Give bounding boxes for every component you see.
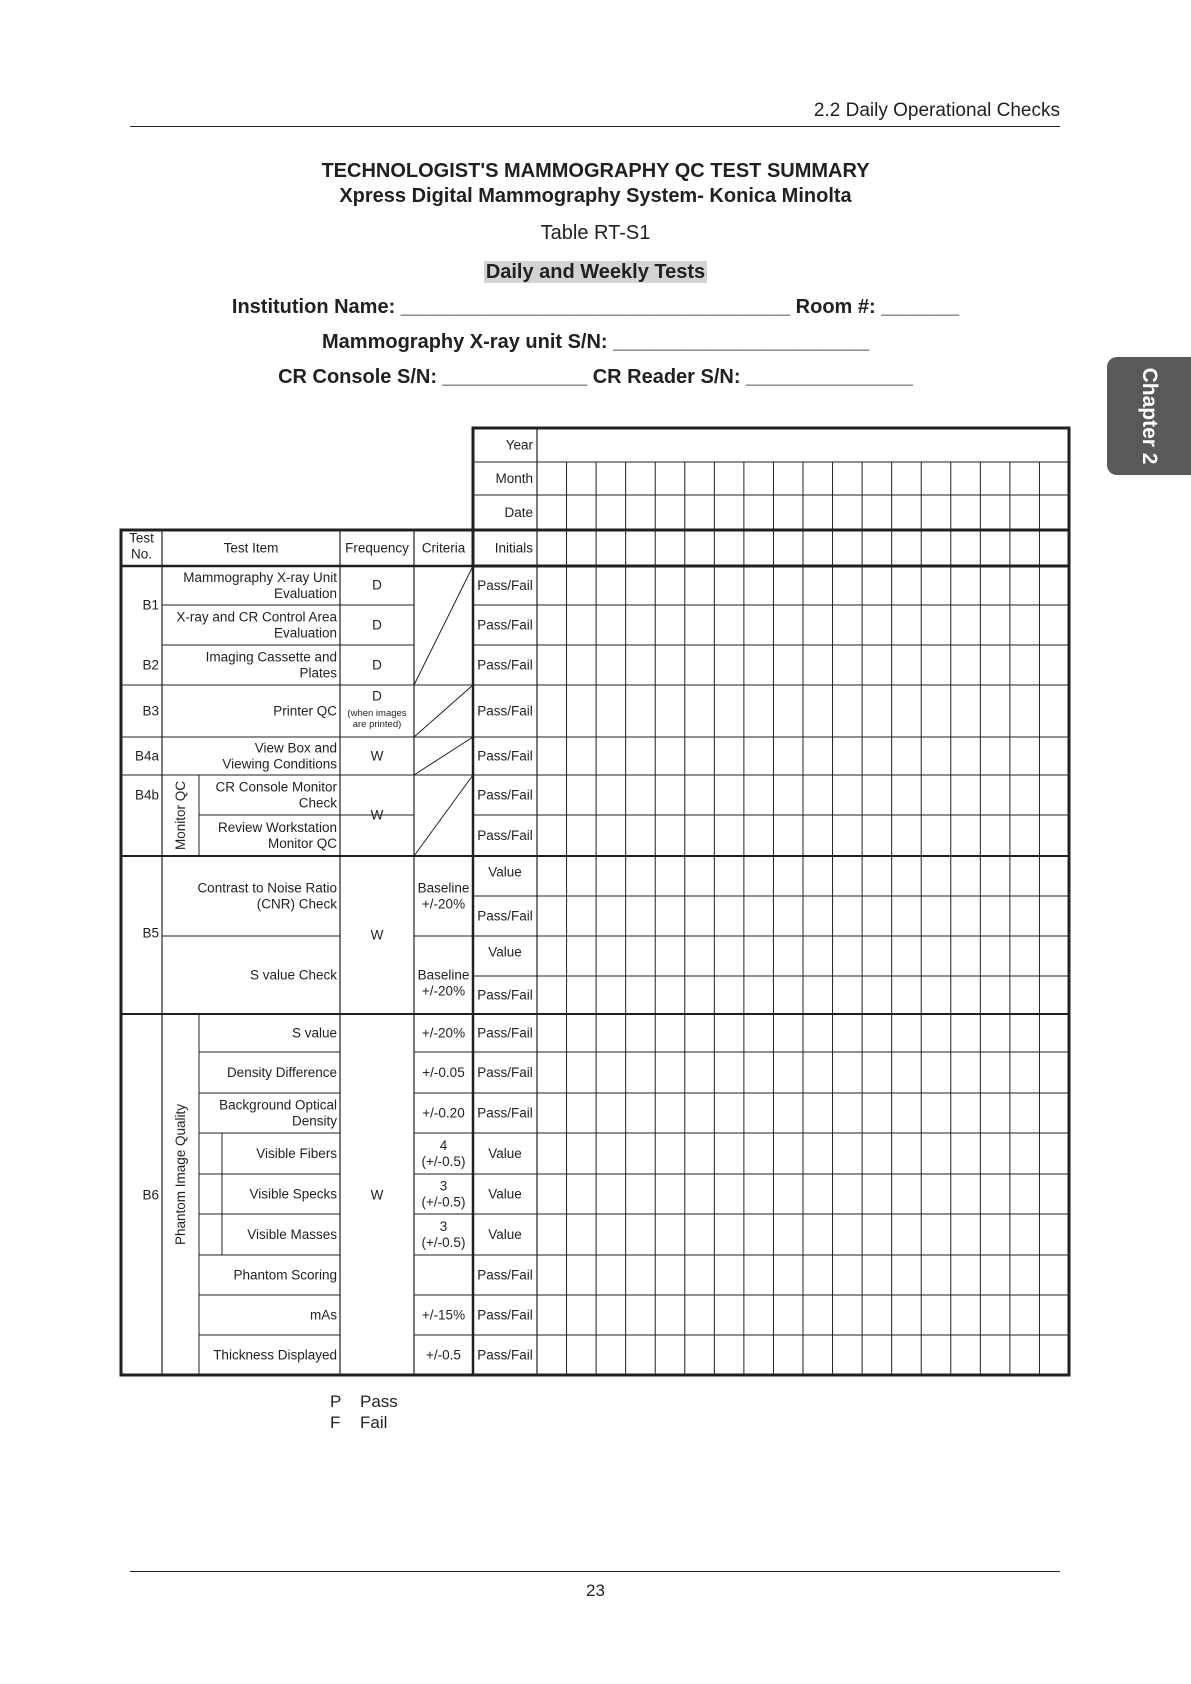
table-id: Table RT-S1 [540,222,651,244]
test-item-13: Density [291,1113,337,1129]
date-header-label-month: Month [495,471,533,486]
legend-fail-code: F [330,1413,341,1432]
result-label-10: Pass/Fail [477,987,533,1003]
test-item-0: Evaluation [273,586,337,601]
criteria-na-diagonal [414,737,473,775]
result-label-14: Value [488,1146,522,1161]
result-label-1: Pass/Fail [477,617,533,633]
criteria-b5-cnr: Baseline [417,880,470,896]
criteria-na-diagonal [414,775,473,856]
frequency-b1-3: D [372,657,382,673]
result-label-9: Value [488,944,522,960]
legend-pass-code: P [330,1392,342,1411]
page-number: 23 [586,1581,605,1600]
group-label-phantom-image-quality: Phantom Image Quality [173,1103,188,1246]
test-number-b1: B1 [142,597,159,613]
criteria-na-diagonal [414,685,473,737]
col-header-test-no-2: No. [130,546,153,562]
frequency-b1-2: D [372,617,382,633]
test-number-b2: B2 [142,657,159,673]
legend-pass-label: Pass [360,1392,398,1411]
result-label-15: Value [488,1186,522,1202]
institution-room-line: Institution Name: ___________________________________ Room #: _______ [231,296,960,318]
legend-fail-label: Fail [360,1413,388,1432]
date-header-border [473,428,1069,566]
result-label-0: Pass/Fail [477,578,533,593]
result-label-2: Pass/Fail [477,657,533,673]
criteria-b5-s-value: Baseline [417,967,470,983]
col-header-initials: Initials [494,540,533,556]
test-item-6: Review Workstation [217,820,337,835]
test-number-b6: B6 [142,1187,159,1203]
legend-fail [330,1413,387,1433]
test-number-b4a: B4a [134,748,159,764]
result-label-8: Pass/Fail [477,908,533,924]
criteria-16: 3 [439,1219,448,1234]
frequency-b2-note: (when images [347,708,407,719]
test-number-b5: B5 [142,925,159,941]
test-item-1: Evaluation [273,625,337,641]
test-item-6: Monitor QC [267,836,337,851]
test-item-5: Check [298,795,337,811]
frequency-b4: W [370,807,384,823]
title-line-2: Xpress Digital Mammography System- Konica Minolta [339,185,852,207]
test-number-b3: B3 [142,703,159,719]
criteria-19: +/-0.5 [426,1347,461,1363]
test-item-12: Density Difference [226,1065,337,1080]
frequency-b2: D [372,688,382,704]
test-item-13: Background Optical [219,1097,337,1113]
criteria-15: 3 [439,1178,448,1194]
criteria-12: +/-0.05 [422,1065,465,1080]
section-header: 2.2 Daily Operational Checks [813,100,1060,121]
footer-rule [130,1571,1060,1572]
result-label-5: Pass/Fail [477,787,533,803]
test-item-4: Viewing Conditions [222,756,337,772]
test-number-b4b: B4b [134,787,159,803]
xray-unit-line: Mammography X-ray unit S/N: _______________________ [322,331,869,353]
result-label-19: Pass/Fail [477,1347,533,1363]
group-label-monitor-qc: Monitor QC [173,780,188,851]
col-header-criteria: Criteria [421,540,466,556]
col-header-test-no-1: Test [129,530,154,546]
col-header-frequency: Frequency [345,540,409,556]
criteria-18: +/-15% [421,1307,466,1323]
frequency-b5: W [370,927,384,943]
test-item-0: Mammography X-ray Unit [183,570,337,585]
criteria-15: (+/-0.5) [421,1194,466,1210]
date-header-label-year: Year [505,437,533,453]
criteria-b5-cnr: +/-20% [421,896,466,912]
criteria-11: +/-20% [421,1025,466,1041]
date-header-label-date: Date [504,505,533,520]
test-item-17: Phantom Scoring [233,1267,337,1283]
console-reader-line: CR Console S/N: _____________ CR Reader S/N: _______________ [278,366,913,388]
test-item-15: Visible Specks [249,1186,337,1202]
table-subtitle: Daily and Weekly Tests [485,261,706,283]
result-label-18: Pass/Fail [477,1307,533,1323]
test-item-14: Visible Fibers [256,1146,337,1161]
criteria-na-diagonal [414,566,473,685]
test-item-7: (CNR) Check [256,896,337,912]
col-header-test-item: Test Item [223,540,279,556]
result-label-7: Value [488,864,522,880]
test-item-11: S value [291,1025,337,1041]
test-item-2: Plates [299,665,337,681]
result-label-3: Pass/Fail [477,703,533,719]
frequency-b6: W [370,1187,384,1203]
test-item-5: CR Console Monitor [215,779,337,795]
test-item-7: Contrast to Noise Ratio [197,880,337,896]
frequency-b2-note: are printed) [352,719,402,730]
test-item-2: Imaging Cassette and [205,649,337,665]
result-label-13: Pass/Fail [477,1105,533,1121]
criteria-14: (+/-0.5) [421,1154,466,1169]
chapter-tab-label: Chapter 2 [1138,367,1161,465]
test-item-3: Printer QC [273,703,337,719]
frequency-b3: W [370,748,384,764]
title-line-1: TECHNOLOGIST'S MAMMOGRAPHY QC TEST SUMMARY [321,160,870,182]
result-label-4: Pass/Fail [477,748,533,764]
test-item-18: mAs [310,1307,337,1323]
legend-pass [330,1392,398,1412]
criteria-b5-s-value: +/-20% [421,983,466,999]
test-item-16: Visible Masses [247,1227,337,1242]
test-item-9: S value Check [249,967,337,983]
result-label-6: Pass/Fail [477,828,533,843]
test-item-4: View Box and [254,740,337,756]
criteria-13: +/-0.20 [422,1105,465,1121]
criteria-14: 4 [439,1138,448,1153]
frequency-b1-1: D [372,577,382,593]
criteria-16: (+/-0.5) [421,1235,466,1250]
result-label-11: Pass/Fail [477,1025,533,1041]
result-label-12: Pass/Fail [477,1065,533,1080]
result-label-16: Value [488,1227,522,1242]
test-item-19: Thickness Displayed [213,1347,337,1363]
result-label-17: Pass/Fail [477,1267,533,1283]
test-item-1: X-ray and CR Control Area [176,609,337,625]
